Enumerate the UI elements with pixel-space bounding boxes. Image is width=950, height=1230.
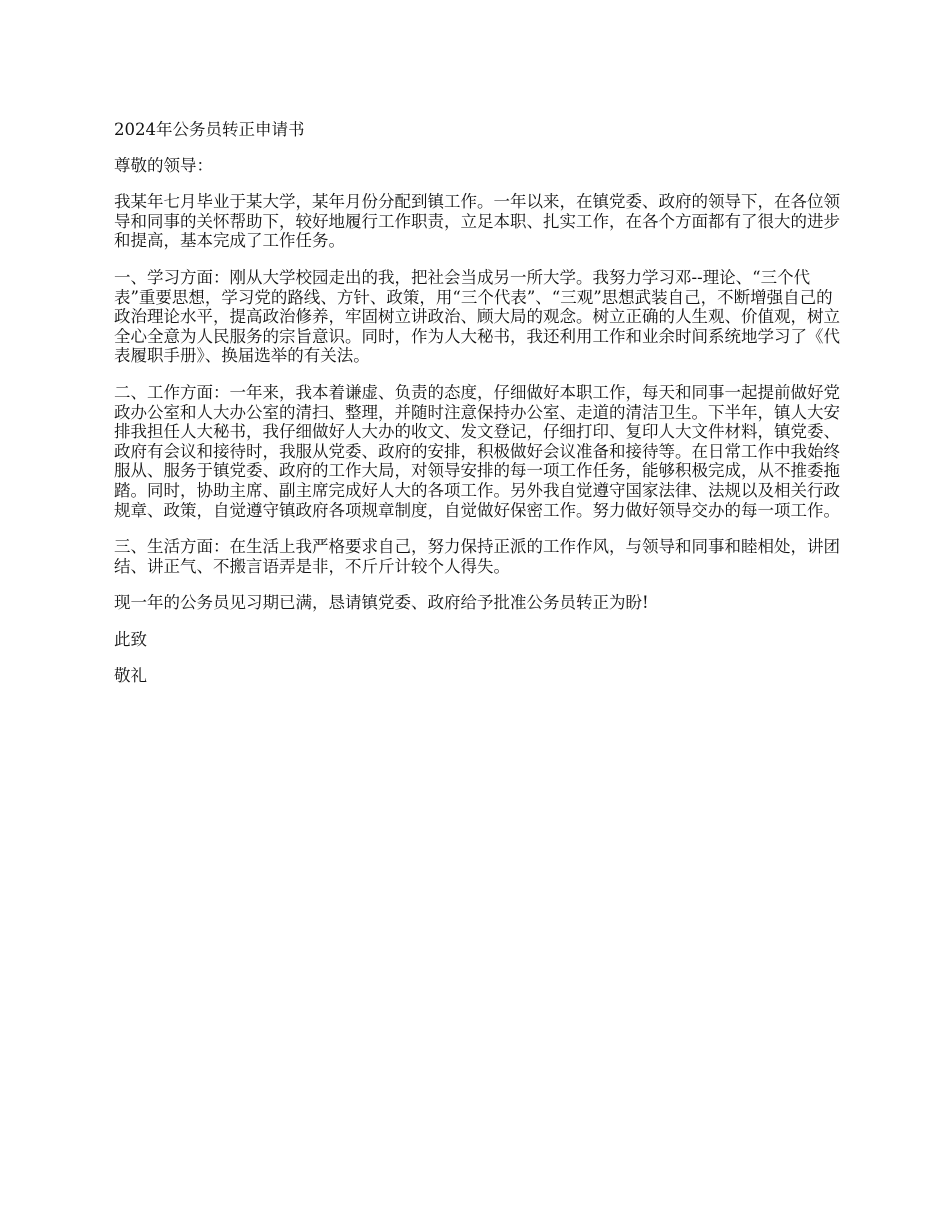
paragraph-work: 二、工作方面：一年来，我本着谦虚、负责的态度，仔细做好本职工作，每天和同事一起提前做好党政办公室和人大办公室的清扫、整理，并随时注意保持办公室、走道的清洁卫生。下半年，镇人大安排我担任人大秘书，我仔细做好人大办的收文、发文登记，仔细打印、复印人大文件材料，镇党委、政府有会议和接待时，我服从党委、政府的安排，积极做好会议准备和接待等。在日常工作中我始终服从、服务于镇党委、政府的工作大局，对领导安排的每一项工作任务，能够积极完成，从不推委拖踏。同时，协助主席、副主席完成好人大的各项工作。另外我自觉遵守国家法律、法规以及相关行政规章、政策，自觉遵守镇政府各项规章制度，自觉做好保密工作。努力做好领导交办的每一项工作。 — [114, 382, 840, 520]
paragraph-life: 三、生活方面：在生活上我严格要求自己，努力保持正派的工作作风，与领导和同事和睦相处，讲团结、讲正气、不搬言语弄是非，不斤斤计较个人得失。 — [114, 537, 840, 576]
document-title: 2024年公务员转正申请书 — [114, 120, 305, 139]
closing-cizhi: 此致 — [114, 629, 147, 649]
paragraph-intro: 我某年七月毕业于某大学，某年月份分配到镇工作。一年以来，在镇党委、政府的领导下，在各位领导和同事的关怀帮助下，较好地履行工作职责，立足本职、扎实工作，在各个方面都有了很大的进步和提高，基本完成了工作任务。 — [114, 192, 840, 251]
salutation: 尊敬的领导： — [114, 155, 213, 175]
paragraph-request: 现一年的公务员见习期已满，恳请镇党委、政府给予批准公务员转正为盼! — [114, 593, 649, 613]
closing-jingli: 敬礼 — [114, 666, 147, 686]
document-page — [114, 120, 842, 703]
paragraph-study: 一、学习方面：刚从大学校园走出的我，把社会当成另一所大学。我努力学习邓--理论、“三个代表”重要思想，学习党的路线、方针、政策，用“三个代表”、“三观”思想武装自己，不断增强自己的政治理论水平，提高政治修养，牢固树立讲政治、顾大局的观念。树立正确的人生观、价值观，树立全心全意为人民服务的宗旨意识。同时，作为人大秘书，我还利用工作和业余时间系统地学习了《代表履职手册》、换届选举的有关法。 — [114, 267, 840, 366]
